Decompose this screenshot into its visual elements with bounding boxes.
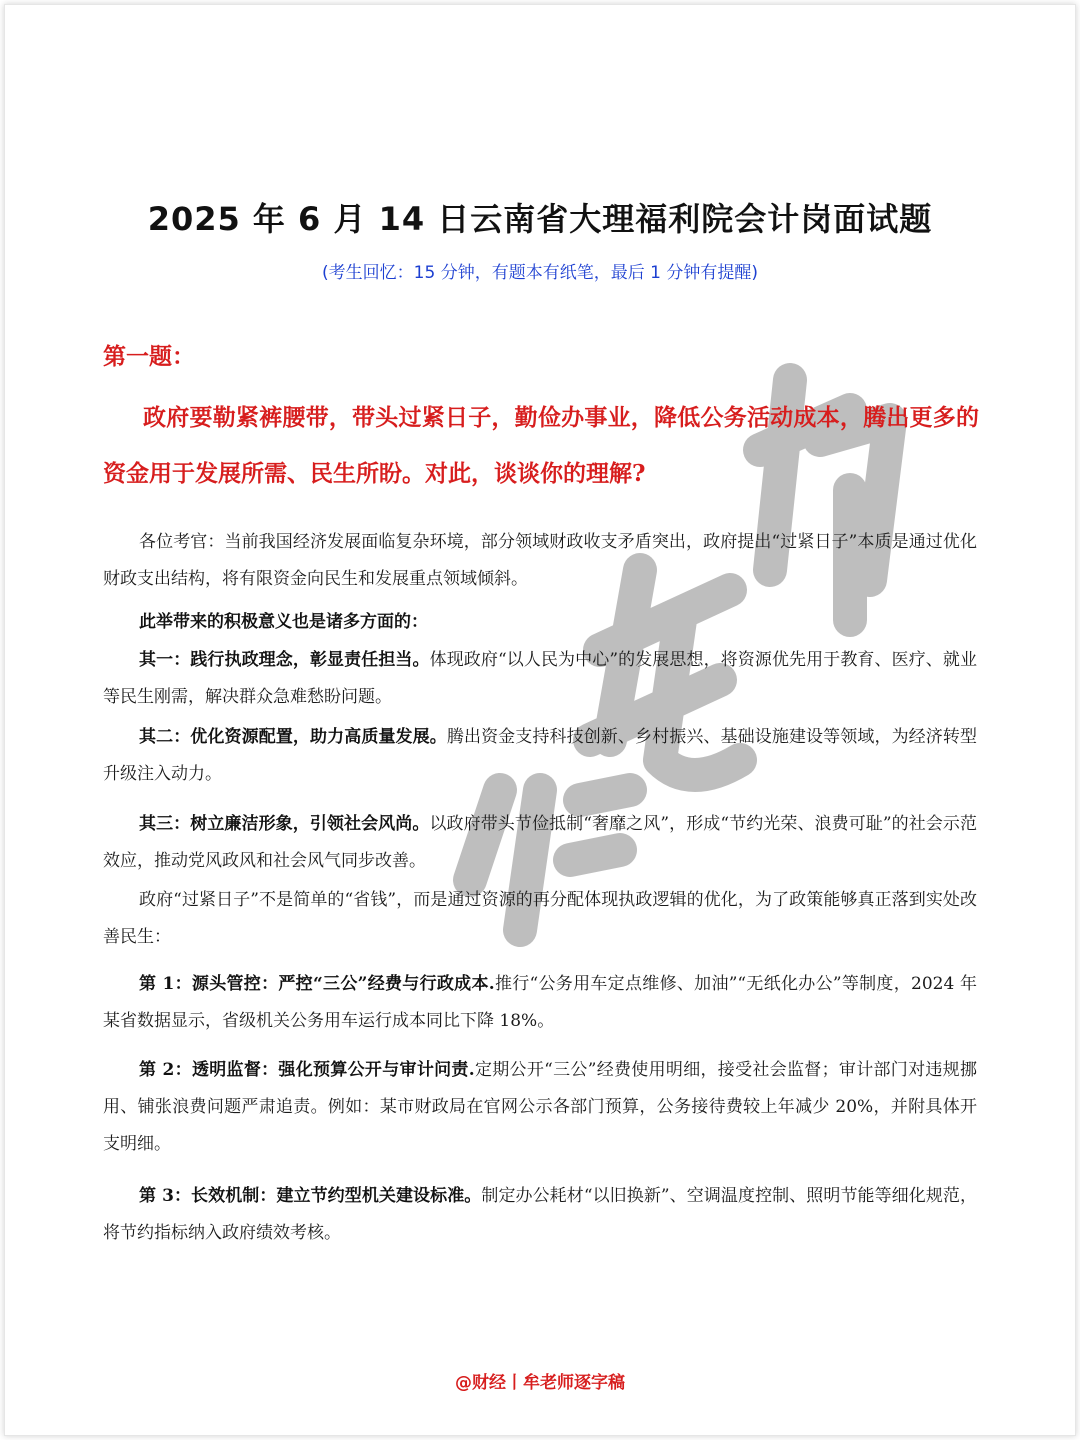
measure-3-text: 制定办公耗材“以旧换新”、空调温度控制、照明节能等细化规范，将节约指标纳入政府绩效考核。 [103, 1186, 977, 1243]
footer-credit: @财经丨牟老师逐字稿 [455, 1373, 625, 1393]
point-3 [103, 806, 977, 880]
point-2-label: 其二：优化资源配置，助力高质量发展。 [139, 727, 447, 747]
measure-2-label: 第 2：透明监督：强化预算公开与审计问责. [139, 1060, 475, 1080]
question-text: 政府要勒紧裤腰带，带头过紧日子，勤俭办事业，降低公务活动成本，腾出更多的资金用于发展所需、民生所盼。对此，谈谈你的理解? [103, 404, 979, 487]
page-subtitle: (考生回忆：15 分钟，有题本有纸笔，最后 1 分钟有提醒) [322, 263, 758, 283]
point-1-label: 其一：践行执政理念，彰显责任担当。 [139, 650, 430, 670]
measure-2-text: 定期公开“三公”经费使用明细，接受社会监督；审计部门对违规挪用、铺张浪费问题严肃追责。例如：某市财政局在官网公示各部门预算，公务接待费较上年减少 20%，并附具体开支明细。 [103, 1060, 977, 1154]
point-1 [103, 642, 977, 716]
measure-1-text: 推行“公务用车定点维修、加油”“无纸化办公”等制度，2024 年某省数据显示，省级机关公务用车运行成本同比下降 18%。 [103, 974, 977, 1031]
measure-2 [103, 1052, 977, 1163]
measure-3-label: 第 3：长效机制：建立节约型机关建设标准。 [139, 1186, 482, 1206]
measure-1-label: 第 1：源头管控：严控“三公”经费与行政成本. [139, 974, 495, 994]
point-2 [103, 719, 977, 793]
point-3-text: 以政府带头节俭抵制“奢靡之风”，形成“节约光荣、浪费可耻”的社会示范效应，推动党风政风和社会风气同步改善。 [103, 814, 978, 871]
transition-paragraph: 政府“过紧日子”不是简单的“省钱”，而是通过资源的再分配体现执政逻辑的优化，为了政策能够真正落到实处改善民生： [103, 890, 977, 947]
answer-intro: 各位考官：当前我国经济发展面临复杂环境，部分领域财政收支矛盾突出，政府提出“过紧日子”本质是通过优化财政支出结构，将有限资金向民生和发展重点领域倾斜。 [103, 532, 977, 589]
point-3-label: 其三：树立廉洁形象，引领社会风尚。 [139, 814, 430, 834]
meaning-heading: 此举带来的积极意义也是诸多方面的： [139, 612, 428, 632]
page-title: 2025 年 6 月 14 日云南省大理福利院会计岗面试题 [147, 200, 933, 238]
measure-3 [103, 1178, 977, 1252]
point-2-text: 腾出资金支持科技创新、乡村振兴、基础设施建设等领域，为经济转型升级注入动力。 [103, 727, 977, 784]
question-heading: 第一题： [103, 343, 195, 370]
point-1-text: 体现政府“以人民为中心”的发展思想，将资源优先用于教育、医疗、就业等民生刚需，解决群众急难愁盼问题。 [103, 650, 978, 707]
measure-1 [103, 966, 977, 1040]
